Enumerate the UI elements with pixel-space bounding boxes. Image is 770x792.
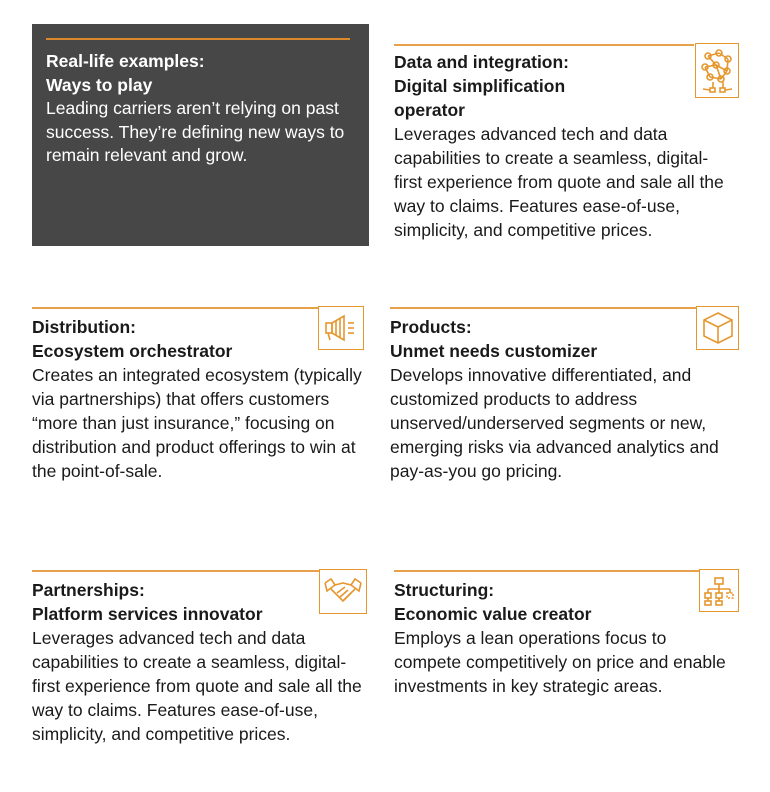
intro-divider [46, 38, 350, 40]
megaphone-icon [318, 306, 364, 350]
handshake-icon [319, 569, 367, 614]
card-role: Ecosystem orchestrator [32, 341, 233, 361]
card-body: Develops innovative differentiated, and customized products to address unserved/underserved segments or new, emerging risks via advanced analytics and pay-as-you go pricing. [390, 365, 719, 481]
card-category: Products: [390, 317, 472, 337]
cube-icon [696, 306, 739, 350]
intro-body: Leading carriers aren’t relying on past success. They’re defining new ways to remain relevant and grow. [46, 98, 345, 165]
card-divider [394, 570, 699, 572]
card-text [32, 315, 362, 483]
network-head-icon [695, 43, 739, 98]
card-category: Distribution: [32, 317, 137, 337]
card-text [394, 578, 734, 698]
intro-title-line1: Real-life examples: [46, 51, 205, 71]
card-text [390, 315, 720, 483]
card-body: Employs a lean operations focus to compete competitively on price and enable investments in key strategic areas. [394, 628, 726, 696]
card-category: Structuring: [394, 580, 495, 600]
card-role: Platform services innovator [32, 604, 263, 624]
card-category: Partnerships: [32, 580, 145, 600]
card-data-integration [394, 44, 739, 274]
card-distribution [32, 307, 364, 507]
card-structuring [394, 570, 739, 730]
card-partnerships [32, 570, 367, 780]
card-divider [32, 307, 318, 309]
card-divider [394, 44, 694, 46]
card-body: Leverages advanced tech and data capabilities to create a seamless, digital-first experience from quote and sale all the way to claims. Features ease-of-use, simplicity, and competitive prices. [32, 628, 362, 744]
card-role: Unmet needs customizer [390, 341, 598, 361]
card-divider [390, 307, 696, 309]
org-chart-icon [699, 569, 739, 612]
card-body: Creates an integrated ecosystem (typically via partnerships) that offers customers “more than just insurance,” focusing on distribution and product offerings to win at the point-of-sale. [32, 365, 362, 481]
intro-title-line2: Ways to play [46, 74, 153, 95]
card-body: Leverages advanced tech and data capabilities to create a seamless, digital-first experience from quote and sale all the way to claims. Features ease-of-use, simplicity, and competitive prices. [394, 124, 724, 240]
card-text [32, 578, 362, 746]
card-role: Digital simplification operator [394, 76, 566, 120]
card-category: Data and integration: [394, 52, 570, 72]
card-divider [32, 570, 319, 572]
intro-text [46, 50, 356, 168]
card-role: Economic value creator [394, 604, 592, 624]
card-text [394, 50, 734, 242]
intro-panel [32, 24, 369, 246]
card-products [390, 307, 739, 507]
